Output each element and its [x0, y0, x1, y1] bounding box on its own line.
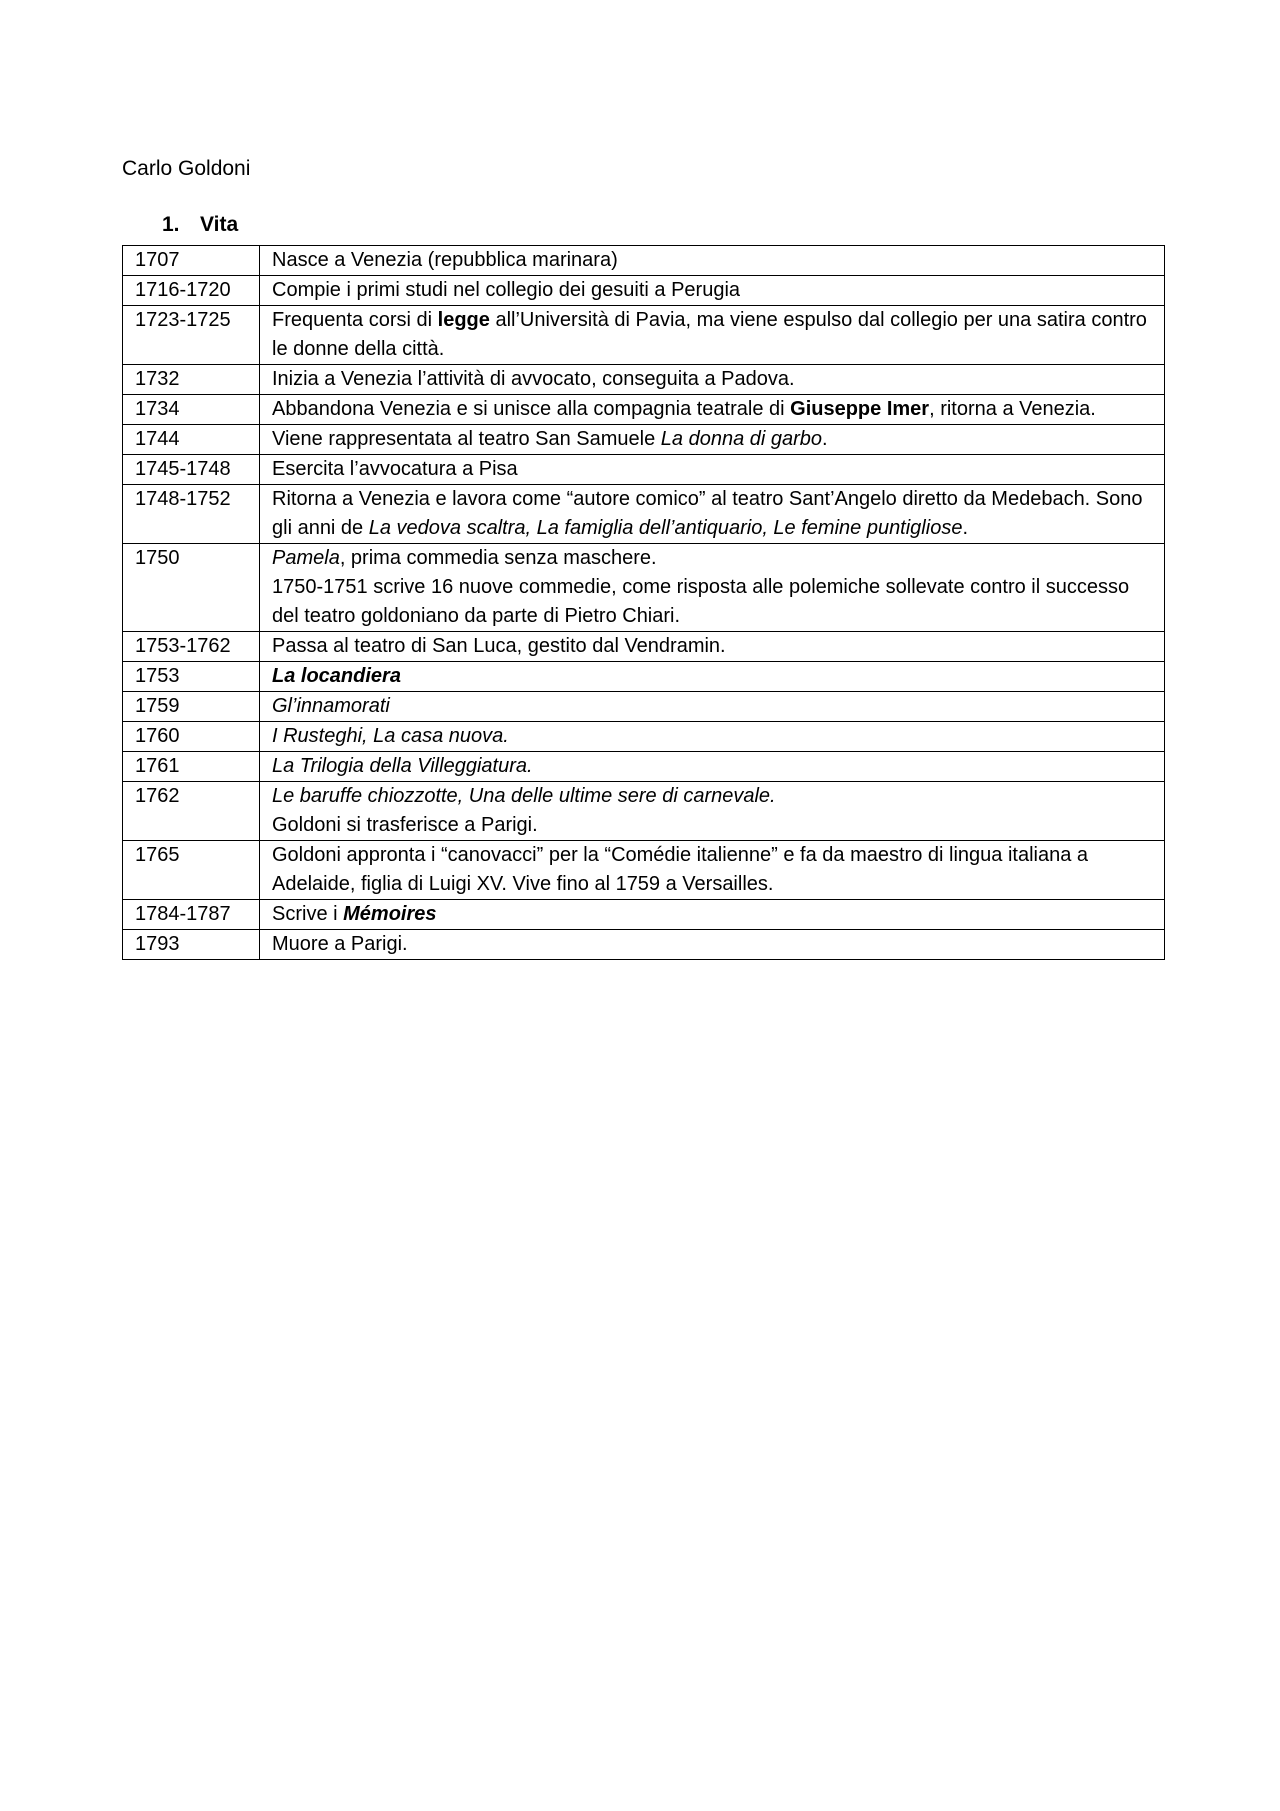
event-text: Nasce a Venezia (repubblica marinara)	[272, 249, 618, 271]
event-text: Frequenta corsi di	[272, 309, 438, 331]
event-text: legge	[437, 309, 490, 331]
year-cell: 1753	[123, 662, 260, 692]
event-text: Muore a Parigi.	[272, 933, 408, 955]
event-line	[272, 811, 1152, 840]
year-cell: 1760	[123, 722, 260, 752]
event-cell	[260, 276, 1165, 306]
year-cell: 1732	[123, 365, 260, 395]
timeline-body	[123, 246, 1165, 960]
table-row	[123, 306, 1165, 365]
event-line	[272, 246, 1152, 275]
event-cell	[260, 782, 1165, 841]
event-cell	[260, 395, 1165, 425]
event-line	[272, 573, 1152, 631]
event-line	[272, 752, 1152, 781]
table-row	[123, 662, 1165, 692]
year-cell: 1716-1720	[123, 276, 260, 306]
event-text: Esercita l’avvocatura a Pisa	[272, 458, 518, 480]
event-cell	[260, 544, 1165, 632]
year-cell: 1707	[123, 246, 260, 276]
event-cell	[260, 752, 1165, 782]
timeline-table	[122, 245, 1165, 960]
event-cell	[260, 662, 1165, 692]
event-line	[272, 425, 1152, 454]
table-row	[123, 900, 1165, 930]
event-text: La donna di garbo	[660, 428, 823, 450]
table-row	[123, 365, 1165, 395]
section-title: Vita	[200, 213, 239, 236]
table-row	[123, 276, 1165, 306]
event-cell	[260, 841, 1165, 900]
event-line	[272, 900, 1152, 929]
event-text: Pamela	[272, 547, 340, 569]
table-row	[123, 782, 1165, 841]
event-text: Compie i primi studi nel collegio dei gesuiti a Perugia	[272, 279, 741, 301]
event-text: , ritorna a Venezia.	[929, 398, 1096, 420]
event-cell	[260, 722, 1165, 752]
table-row	[123, 692, 1165, 722]
table-row	[123, 544, 1165, 632]
year-cell: 1745-1748	[123, 455, 260, 485]
document-title: Carlo Goldoni	[122, 157, 251, 180]
year-cell: 1750	[123, 544, 260, 632]
year-cell: 1762	[123, 782, 260, 841]
event-text: Goldoni appronta i “canovacci” per la “Comédie italienne” e fa da maestro di lingua italiana a Adelaide, figlia di Luigi XV. Vive fino al 1759 a Versailles.	[272, 844, 1089, 895]
event-cell	[260, 455, 1165, 485]
event-line	[272, 841, 1152, 899]
table-row	[123, 246, 1165, 276]
table-row	[123, 841, 1165, 900]
event-cell	[260, 485, 1165, 544]
year-cell: 1765	[123, 841, 260, 900]
event-text: Scrive i	[272, 903, 344, 925]
event-line	[272, 662, 1152, 691]
year-cell: 1723-1725	[123, 306, 260, 365]
event-line	[272, 930, 1152, 959]
table-row	[123, 930, 1165, 960]
event-line	[272, 365, 1152, 394]
event-cell	[260, 692, 1165, 722]
table-row	[123, 485, 1165, 544]
year-cell: 1744	[123, 425, 260, 455]
event-line	[272, 544, 1152, 573]
section-number: 1.	[162, 213, 180, 236]
event-text: La locandiera	[272, 665, 401, 687]
table-row	[123, 455, 1165, 485]
event-text: La vedova scaltra, La famiglia dell’antiquario, Le femine puntigliose	[368, 517, 963, 539]
table-row	[123, 632, 1165, 662]
year-cell: 1753-1762	[123, 632, 260, 662]
event-text: Mémoires	[343, 903, 437, 925]
year-cell: 1761	[123, 752, 260, 782]
event-text: La Trilogia della Villeggiatura.	[272, 755, 533, 777]
event-text: Passa al teatro di San Luca, gestito dal Vendramin.	[272, 635, 726, 657]
event-text: 1750-1751 scrive 16 nuove commedie, come risposta alle polemiche sollevate contro il successo del teatro goldoniano da parte di Pietro Chiari.	[272, 576, 1130, 627]
event-cell	[260, 900, 1165, 930]
event-line	[272, 276, 1152, 305]
event-text: Gl’innamorati	[272, 695, 390, 717]
event-text: all’Università di Pavia, ma viene espulso dal collegio per una satira contro le donne della città.	[272, 309, 1147, 360]
event-text: Giuseppe Imer	[790, 398, 930, 420]
event-text: .	[822, 428, 828, 450]
event-line	[272, 782, 1152, 811]
year-cell: 1784-1787	[123, 900, 260, 930]
event-line	[272, 395, 1152, 424]
table-row	[123, 425, 1165, 455]
event-text: Ritorna a Venezia e lavora come “autore comico” al teatro Sant’Angelo diretto da Medebach. Sono gli anni de	[272, 488, 1143, 539]
table-row	[123, 395, 1165, 425]
year-cell: 1759	[123, 692, 260, 722]
event-text: .	[962, 517, 969, 539]
event-text: Inizia a Venezia l’attività di avvocato, conseguita a Padova.	[272, 368, 795, 390]
event-line	[272, 692, 1152, 721]
event-text: Abbandona Venezia e si unisce alla compagnia teatrale di	[272, 398, 791, 420]
event-cell	[260, 632, 1165, 662]
section-heading	[162, 212, 238, 238]
event-text: Goldoni si trasferisce a Parigi.	[272, 814, 538, 836]
year-cell: 1748-1752	[123, 485, 260, 544]
event-text: , prima commedia senza maschere.	[339, 547, 657, 569]
event-cell	[260, 930, 1165, 960]
event-line	[272, 722, 1152, 751]
event-text: I Rusteghi, La casa nuova.	[272, 725, 509, 747]
year-cell: 1734	[123, 395, 260, 425]
event-line	[272, 306, 1152, 364]
event-line	[272, 485, 1152, 543]
event-line	[272, 455, 1152, 484]
event-text: Viene rappresentata al teatro San Samuele	[272, 428, 661, 450]
table-row	[123, 752, 1165, 782]
event-cell	[260, 246, 1165, 276]
event-cell	[260, 425, 1165, 455]
event-cell	[260, 306, 1165, 365]
event-cell	[260, 365, 1165, 395]
table-row	[123, 722, 1165, 752]
event-text: Le baruffe chiozzotte, Una delle ultime sere di carnevale.	[272, 785, 776, 807]
year-cell: 1793	[123, 930, 260, 960]
event-line	[272, 632, 1152, 661]
